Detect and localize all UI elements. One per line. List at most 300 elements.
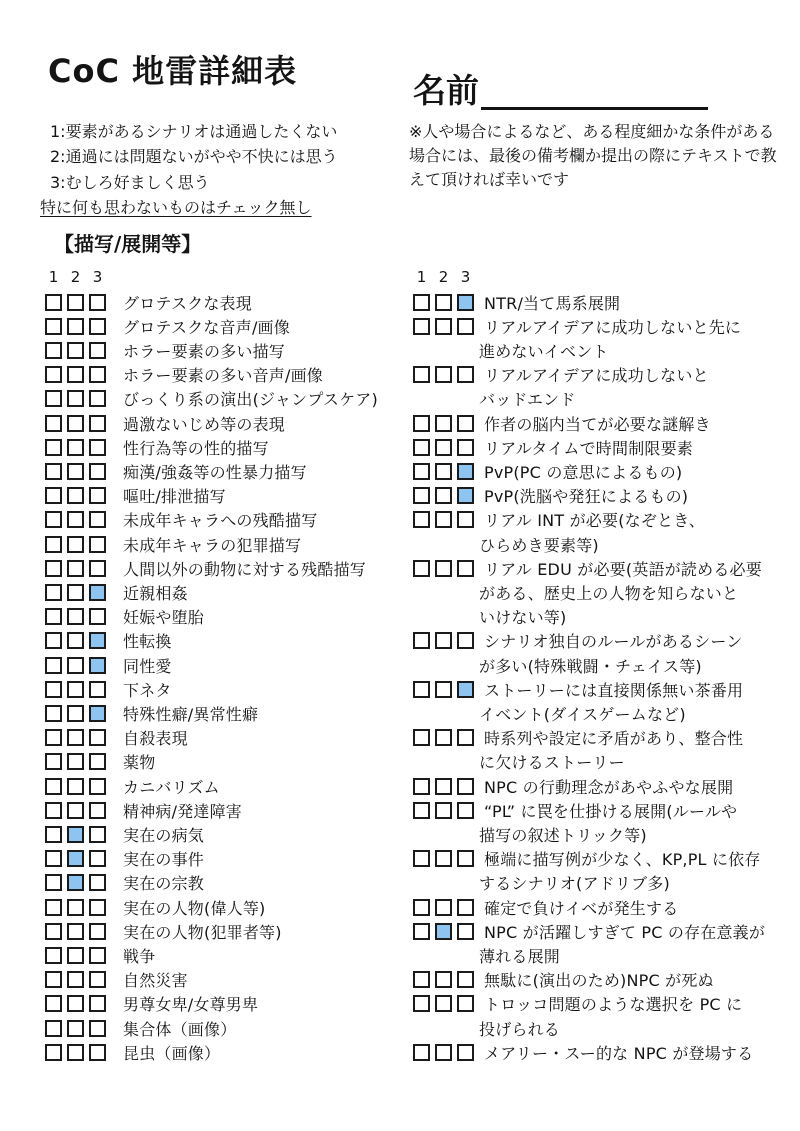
checkbox-level-1[interactable] <box>45 366 62 383</box>
checkbox-level-1[interactable] <box>45 971 62 988</box>
checkbox-level-3[interactable] <box>89 753 106 770</box>
scale-digit-2: 2 <box>70 268 81 286</box>
checklist-item-label: 薄れる展開 <box>479 946 561 966</box>
checklist-item <box>45 508 317 532</box>
checkbox-level-1[interactable] <box>45 584 62 601</box>
checklist-item-label: 特殊性癖/異常性癖 <box>123 704 259 724</box>
checklist-item-continuation <box>413 1016 560 1040</box>
checkbox-level-3-checked[interactable] <box>457 294 474 311</box>
checkbox-level-2[interactable] <box>435 294 452 311</box>
scale-digit-2: 2 <box>438 268 449 286</box>
checkbox-level-1[interactable] <box>45 1020 62 1037</box>
checkbox-level-2[interactable] <box>67 681 84 698</box>
checkbox-level-3[interactable] <box>89 415 106 432</box>
rating-legend <box>50 119 338 195</box>
checkbox-level-3-checked[interactable] <box>89 657 106 674</box>
checklist-item-label: リアル EDU が必要(英語が読める必要 <box>484 559 762 579</box>
checklist-item-label: 確定で負けイベが発生する <box>484 898 679 918</box>
checklist-item-label: NPC が活躍しすぎて PC の存在意義が <box>484 922 766 942</box>
checkbox-level-3-checked[interactable] <box>457 487 474 504</box>
checkbox-level-2[interactable] <box>67 971 84 988</box>
checklist-item <box>413 677 743 701</box>
checkbox-level-3[interactable] <box>89 608 106 625</box>
checklist-item-label: がある、歴史上の人物を知らないと <box>479 583 739 603</box>
checkbox-level-1[interactable] <box>413 463 430 480</box>
checkbox-level-3[interactable] <box>457 560 474 577</box>
legend-note: 特に何も思わないものはチェック無し <box>40 198 312 217</box>
checklist-item <box>45 968 188 992</box>
checklist-item-label: リアルタイムで時間制限要素 <box>484 438 694 458</box>
checkbox-level-2[interactable] <box>435 802 452 819</box>
checklist-item-label: メアリー・スー的な NPC が登場する <box>484 1043 754 1063</box>
checklist-item <box>45 459 307 483</box>
checkbox-level-1[interactable] <box>413 971 430 988</box>
checkbox-level-2[interactable] <box>435 487 452 504</box>
checklist-item-label: 下ネタ <box>123 680 172 700</box>
checkbox-level-3[interactable] <box>89 487 106 504</box>
checklist-item-label: するシナリオ(アドリブ多) <box>479 874 670 894</box>
checkbox-level-1[interactable] <box>45 439 62 456</box>
checklist-item-label: イベント(ダイスゲームなど) <box>479 704 686 724</box>
checkbox-level-3[interactable] <box>89 294 106 311</box>
checklist-item <box>413 726 743 750</box>
checklist-item <box>413 290 620 314</box>
checklist-item <box>45 677 172 701</box>
checkbox-level-1[interactable] <box>45 995 62 1012</box>
checkbox-level-2[interactable] <box>435 415 452 432</box>
checklist-item-continuation <box>413 532 599 556</box>
checkbox-level-2[interactable] <box>67 1020 84 1037</box>
checklist-item-label: NTR/当て馬系展開 <box>484 293 621 313</box>
checklist-item-label: が多い(特殊戦闘・チェイス等) <box>479 656 702 676</box>
checkbox-level-3[interactable] <box>89 439 106 456</box>
checklist-item-label: 嘔吐/排泄描写 <box>123 487 226 507</box>
checklist-item <box>45 338 285 362</box>
checkbox-level-2[interactable] <box>67 608 84 625</box>
checklist-item <box>45 629 172 653</box>
checkbox-level-3[interactable] <box>89 1044 106 1061</box>
checkbox-level-2[interactable] <box>67 415 84 432</box>
checkbox-level-2[interactable] <box>67 657 84 674</box>
checkbox-level-2[interactable] <box>67 294 84 311</box>
checklist-item <box>45 605 204 629</box>
checkbox-level-1[interactable] <box>45 874 62 891</box>
page-title: CoC 地雷詳細表 <box>48 52 298 90</box>
checkbox-level-2[interactable] <box>67 729 84 746</box>
checkbox-level-2[interactable] <box>67 584 84 601</box>
checkbox-level-3[interactable] <box>89 995 106 1012</box>
checkbox-level-3[interactable] <box>89 342 106 359</box>
checkbox-level-2[interactable] <box>435 463 452 480</box>
checklist-item <box>45 750 155 774</box>
checklist-item-label: 近親相姦 <box>123 583 188 603</box>
scale-digit-3: 3 <box>92 268 103 286</box>
checkbox-level-3-checked[interactable] <box>457 681 474 698</box>
checkbox-level-1[interactable] <box>45 294 62 311</box>
checklist-item <box>45 992 258 1016</box>
checkbox-level-1[interactable] <box>45 923 62 940</box>
side-note-line-3: えて頂ければ幸いです <box>409 170 570 189</box>
checklist-item-label: 未成年キャラへの残酷描写 <box>123 511 318 531</box>
checklist-item-label: カニバリズム <box>123 777 220 797</box>
checklist-item-label: 未成年キャラの犯罪描写 <box>123 535 302 555</box>
checklist-item-label: 妊娠や堕胎 <box>123 608 205 628</box>
checklist-item-label: 無駄に(演出のため)NPC が死ぬ <box>484 971 714 991</box>
checklist-item-label: 実在の宗教 <box>123 874 205 894</box>
checkbox-level-1[interactable] <box>45 463 62 480</box>
checklist-item-continuation <box>413 822 647 846</box>
checkbox-level-2[interactable] <box>67 536 84 553</box>
checkbox-level-1[interactable] <box>45 390 62 407</box>
scale-header-right <box>413 268 479 286</box>
checkbox-level-2[interactable] <box>435 899 452 916</box>
checklist-item-label: リアルアイデアに成功しないと <box>484 366 709 386</box>
checkbox-level-3[interactable] <box>89 366 106 383</box>
checkbox-level-3[interactable] <box>89 778 106 795</box>
checkbox-level-3[interactable] <box>89 536 106 553</box>
checkbox-level-3[interactable] <box>457 850 474 867</box>
checkbox-level-3[interactable] <box>89 874 106 891</box>
checklist-item-label: 過激ないじめ等の表現 <box>123 414 286 434</box>
checkbox-level-2-checked[interactable] <box>67 826 84 843</box>
name-input-blank[interactable] <box>481 73 708 110</box>
checklist-item <box>413 895 678 919</box>
checklist-item-continuation <box>413 701 686 725</box>
scale-header-left <box>45 268 111 286</box>
checkbox-level-2[interactable] <box>67 995 84 1012</box>
checklist-item <box>45 726 188 750</box>
checklist-item-label: ホラー要素の多い音声/画像 <box>123 366 323 386</box>
checklist-item-label: 昆虫（画像） <box>123 1043 221 1063</box>
checkbox-level-1[interactable] <box>45 536 62 553</box>
scale-digit-1: 1 <box>48 268 59 286</box>
checkbox-level-2[interactable] <box>67 753 84 770</box>
checkbox-level-3-checked[interactable] <box>89 705 106 722</box>
checklist-item-label: ホラー要素の多い描写 <box>123 341 286 361</box>
checklist-item-label: グロテスクな音声/画像 <box>123 317 290 337</box>
checkbox-level-1[interactable] <box>45 729 62 746</box>
checkbox-level-1[interactable] <box>413 681 430 698</box>
checklist-item-label: 進めないイベント <box>479 341 609 361</box>
checkbox-level-2[interactable] <box>435 995 452 1012</box>
checklist-item <box>45 1016 236 1040</box>
checklist-item-label: に欠けるストーリー <box>479 753 625 773</box>
checkbox-level-2[interactable] <box>67 778 84 795</box>
checkbox-level-1[interactable] <box>413 632 430 649</box>
checklist-item <box>45 363 323 387</box>
checkbox-level-2[interactable] <box>67 1044 84 1061</box>
checkbox-level-3[interactable] <box>457 318 474 335</box>
checklist-item <box>413 1040 753 1064</box>
checklist-item-label: 極端に描写例が少なく、KP,PL に依存 <box>484 850 761 870</box>
checkbox-level-1[interactable] <box>45 511 62 528</box>
name-field <box>413 72 708 110</box>
checklist-item-label: バッドエンド <box>479 390 576 410</box>
checkbox-level-3[interactable] <box>457 632 474 649</box>
checkbox-level-1[interactable] <box>413 778 430 795</box>
checkbox-level-1[interactable] <box>45 802 62 819</box>
checklist-item-label: 戦争 <box>123 946 156 966</box>
checklist-item-label: 時系列や設定に矛盾があり、整合性 <box>484 729 744 749</box>
checkbox-level-3[interactable] <box>89 318 106 335</box>
checklist-item-continuation <box>413 750 625 774</box>
checkbox-level-1[interactable] <box>45 778 62 795</box>
checklist-item-label: 実在の病気 <box>123 825 205 845</box>
checklist-item <box>45 411 285 435</box>
checkbox-level-1[interactable] <box>413 729 430 746</box>
checkbox-level-1[interactable] <box>45 415 62 432</box>
checklist-item <box>45 919 282 943</box>
side-note-line-2: 場合には、最後の備考欄か提出の際にテキストで教 <box>409 146 777 165</box>
checklist-item <box>45 798 242 822</box>
checklist-item-label: ひらめき要素等) <box>479 535 599 555</box>
checkbox-level-3[interactable] <box>457 729 474 746</box>
checklist-item <box>45 701 258 725</box>
checkbox-level-3-checked[interactable] <box>89 584 106 601</box>
checkbox-level-3[interactable] <box>89 1020 106 1037</box>
checkbox-level-3[interactable] <box>89 729 106 746</box>
checkbox-level-3[interactable] <box>457 923 474 940</box>
checkbox-level-2[interactable] <box>435 632 452 649</box>
checkbox-level-3[interactable] <box>457 899 474 916</box>
checkbox-level-1[interactable] <box>413 439 430 456</box>
checklist-item-label: 実在の人物(偉人等) <box>123 898 266 918</box>
checklist-item <box>413 484 688 508</box>
checkbox-level-2[interactable] <box>435 366 452 383</box>
checklist-item-label: 性転換 <box>123 632 172 652</box>
checkbox-level-2[interactable] <box>435 439 452 456</box>
checkbox-level-2[interactable] <box>67 463 84 480</box>
checkbox-level-3[interactable] <box>89 899 106 916</box>
checkbox-level-2[interactable] <box>67 632 84 649</box>
checklist-item-continuation <box>413 943 560 967</box>
checklist-item <box>413 919 765 943</box>
checkbox-level-3[interactable] <box>457 1044 474 1061</box>
checkbox-level-3[interactable] <box>457 366 474 383</box>
checklist-item <box>45 1040 220 1064</box>
checkbox-level-2[interactable] <box>435 1044 452 1061</box>
checkbox-level-1[interactable] <box>45 826 62 843</box>
checklist-item-label: 集合体（画像） <box>123 1019 237 1039</box>
checklist-item-label: トロッコ問題のような選択を PC に <box>484 995 743 1015</box>
checkbox-level-2[interactable] <box>67 318 84 335</box>
checkbox-level-2[interactable] <box>67 390 84 407</box>
checklist-item-label: 痴漢/強姦等の性暴力描写 <box>123 462 307 482</box>
checkbox-level-1[interactable] <box>413 899 430 916</box>
checkbox-level-1[interactable] <box>413 923 430 940</box>
checkbox-level-2[interactable] <box>435 560 452 577</box>
checklist-item <box>45 290 252 314</box>
checklist-item <box>45 484 226 508</box>
checkbox-level-1[interactable] <box>45 705 62 722</box>
checkbox-level-3[interactable] <box>89 681 106 698</box>
checklist-item-label: 実在の事件 <box>123 850 205 870</box>
checkbox-level-2[interactable] <box>67 947 84 964</box>
checkbox-level-1[interactable] <box>413 995 430 1012</box>
checkbox-level-1[interactable] <box>45 487 62 504</box>
checkbox-level-1[interactable] <box>413 294 430 311</box>
checklist-item-label: 描写の叙述トリック等) <box>479 825 647 845</box>
checklist-item <box>413 629 742 653</box>
checklist-item <box>413 363 709 387</box>
checkbox-level-1[interactable] <box>413 1044 430 1061</box>
checklist-item-label: グロテスクな表現 <box>123 293 252 313</box>
checklist-item <box>45 532 301 556</box>
checklist-item-label: 作者の脳内当てが必要な謎解き <box>484 414 711 434</box>
checkbox-level-1[interactable] <box>45 608 62 625</box>
checkbox-level-2[interactable] <box>67 802 84 819</box>
checkbox-level-3[interactable] <box>457 971 474 988</box>
checkbox-level-3[interactable] <box>89 971 106 988</box>
checkbox-level-2[interactable] <box>67 366 84 383</box>
checkbox-level-1[interactable] <box>413 560 430 577</box>
checklist-item-continuation <box>413 605 566 629</box>
checklist-item <box>45 871 204 895</box>
legend-line-1: 1:要素があるシナリオは通過したくない <box>50 122 338 141</box>
checkbox-level-1[interactable] <box>45 560 62 577</box>
checklist-item-continuation <box>413 580 738 604</box>
checkbox-level-1[interactable] <box>45 899 62 916</box>
checklist-item <box>45 847 204 871</box>
checkbox-level-2[interactable] <box>67 439 84 456</box>
checklist-item-label: ストーリーには直接関係無い茶番用 <box>484 680 744 700</box>
checkbox-level-3[interactable] <box>457 802 474 819</box>
checklist-item <box>413 968 714 992</box>
checklist-item <box>413 847 761 871</box>
checkbox-level-1[interactable] <box>413 366 430 383</box>
checklist-item <box>413 435 693 459</box>
checkbox-level-1[interactable] <box>413 318 430 335</box>
checklist-item <box>45 435 269 459</box>
checkbox-level-3[interactable] <box>457 995 474 1012</box>
checklist-item-label: 自然災害 <box>123 971 188 991</box>
checkbox-level-2[interactable] <box>435 318 452 335</box>
checkbox-level-2[interactable] <box>67 899 84 916</box>
checklist-item-label: 自殺表現 <box>123 729 188 749</box>
checkbox-level-1[interactable] <box>45 632 62 649</box>
checklist-item <box>413 992 742 1016</box>
checklist-item <box>45 895 266 919</box>
scale-digit-1: 1 <box>416 268 427 286</box>
checklist-item <box>413 314 741 338</box>
scale-digit-3: 3 <box>460 268 471 286</box>
checkbox-level-2[interactable] <box>67 705 84 722</box>
checklist-item-label: シナリオ独自のルールがあるシーン <box>484 632 743 652</box>
checkbox-level-3-checked[interactable] <box>89 632 106 649</box>
checkbox-level-3[interactable] <box>89 826 106 843</box>
checkbox-level-2[interactable] <box>435 778 452 795</box>
legend-line-2: 2:通過には問題ないがやや不快には思う <box>50 147 338 167</box>
checkbox-level-1[interactable] <box>413 511 430 528</box>
checkbox-level-2-checked[interactable] <box>435 923 452 940</box>
checklist-item <box>45 822 204 846</box>
checkbox-level-3[interactable] <box>457 511 474 528</box>
checkbox-level-2[interactable] <box>435 971 452 988</box>
checklist-item-label: NPC の行動理念があやふやな展開 <box>484 777 734 797</box>
checkbox-level-1[interactable] <box>413 802 430 819</box>
checklist-item-label: 性行為等の性的描写 <box>123 438 269 458</box>
checklist-item <box>45 653 172 677</box>
checklist-item <box>413 774 733 798</box>
checkbox-level-1[interactable] <box>413 850 430 867</box>
checklist-item-label: 男尊女卑/女尊男卑 <box>123 995 259 1015</box>
checklist-item-label: 人間以外の動物に対する残酷描写 <box>123 559 367 579</box>
legend-line-3: 3:むしろ好ましく思う <box>50 172 210 192</box>
checklist-item <box>45 943 155 967</box>
checklist-item-label: リアル INT が必要(なぞとき、 <box>484 511 705 531</box>
checkbox-level-2[interactable] <box>435 681 452 698</box>
checkbox-level-1[interactable] <box>413 487 430 504</box>
checklist-item-label: PvP(洗脳や発狂によるもの) <box>484 487 689 507</box>
checkbox-level-3-checked[interactable] <box>457 463 474 480</box>
checkbox-level-1[interactable] <box>45 753 62 770</box>
checkbox-level-3[interactable] <box>89 947 106 964</box>
checkbox-level-1[interactable] <box>45 850 62 867</box>
side-note <box>409 120 777 192</box>
checkbox-level-1[interactable] <box>45 947 62 964</box>
checklist-item-label: びっくり系の演出(ジャンプスケア) <box>123 390 378 410</box>
side-note-line-1: ※人や場合によるなど、ある程度細かな条件がある <box>409 122 775 141</box>
checkbox-level-2-checked[interactable] <box>67 850 84 867</box>
checkbox-level-3[interactable] <box>89 463 106 480</box>
checkbox-level-3[interactable] <box>89 511 106 528</box>
checkbox-level-1[interactable] <box>45 1044 62 1061</box>
checklist-item <box>413 508 705 532</box>
checkbox-level-3[interactable] <box>457 415 474 432</box>
checkbox-level-2[interactable] <box>435 850 452 867</box>
checkbox-level-3[interactable] <box>89 560 106 577</box>
checkbox-level-2[interactable] <box>67 923 84 940</box>
name-field-label: 名前 <box>413 71 479 110</box>
checkbox-level-1[interactable] <box>45 318 62 335</box>
checkbox-level-3[interactable] <box>89 850 106 867</box>
checkbox-level-1[interactable] <box>45 342 62 359</box>
checklist-item-label: 投げられる <box>479 1019 561 1039</box>
checklist-item-label: PvP(PC の意思によるもの) <box>484 462 683 482</box>
checkbox-level-2-checked[interactable] <box>67 874 84 891</box>
checkbox-level-1[interactable] <box>45 657 62 674</box>
checkbox-level-2[interactable] <box>67 511 84 528</box>
checklist-item-continuation <box>413 387 576 411</box>
checklist-item-label: “PL” に罠を仕掛ける展開(ルールや <box>484 801 738 821</box>
checklist-item <box>413 459 682 483</box>
checklist-item-label: 同性愛 <box>123 656 172 676</box>
checklist-item <box>45 556 366 580</box>
checkbox-level-2[interactable] <box>67 560 84 577</box>
checklist-item-label: いけない等) <box>479 608 567 628</box>
checkbox-level-3[interactable] <box>89 802 106 819</box>
checkbox-level-3[interactable] <box>89 923 106 940</box>
checklist-item-label: 精神病/発達障害 <box>123 801 242 821</box>
checkbox-level-2[interactable] <box>435 511 452 528</box>
checklist-item <box>45 580 188 604</box>
checklist-item-label: 実在の人物(犯罪者等) <box>123 922 282 942</box>
checkbox-level-1[interactable] <box>413 415 430 432</box>
checkbox-level-1[interactable] <box>45 681 62 698</box>
checklist-item <box>413 798 737 822</box>
checklist-item-continuation <box>413 653 702 677</box>
checklist-item <box>45 387 378 411</box>
checkbox-level-2[interactable] <box>67 342 84 359</box>
checkbox-level-3[interactable] <box>457 439 474 456</box>
checklist-item-continuation <box>413 871 670 895</box>
checkbox-level-3[interactable] <box>89 390 106 407</box>
checkbox-level-2[interactable] <box>435 729 452 746</box>
checklist-item <box>45 314 290 338</box>
checklist-item <box>413 556 762 580</box>
checkbox-level-2[interactable] <box>67 487 84 504</box>
checkbox-level-3[interactable] <box>457 778 474 795</box>
